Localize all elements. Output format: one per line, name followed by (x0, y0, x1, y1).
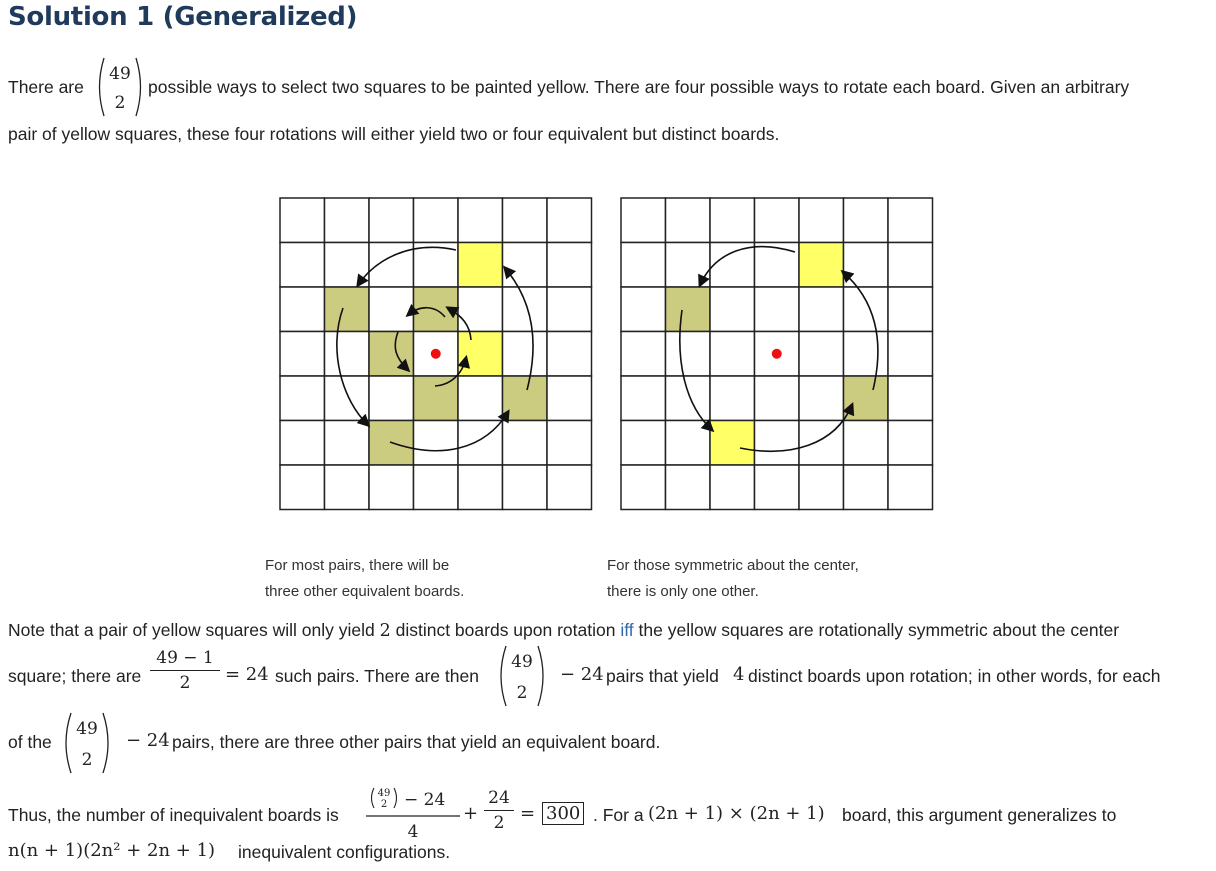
expr-2n1-squared: (2n + 1) × (2n + 1) (648, 803, 825, 824)
plus-sign: + (463, 803, 479, 824)
svg-text:49: 49 (377, 788, 391, 799)
board-cell (621, 376, 666, 421)
board-cell (458, 376, 503, 421)
caption-left-line1: For most pairs, there will be (265, 557, 450, 574)
board-cell (503, 287, 548, 332)
iff-link[interactable]: iff (620, 620, 634, 640)
para1-pre: There are (8, 77, 84, 97)
board-cell (369, 465, 414, 510)
board-cell (280, 198, 325, 243)
board-cell (325, 376, 370, 421)
board-cell (621, 332, 666, 377)
board-cell (547, 421, 592, 466)
board-cell (280, 243, 325, 288)
board-cell (799, 287, 844, 332)
board-cell (547, 198, 592, 243)
binom-49-2 (94, 55, 146, 119)
board-cell (280, 421, 325, 466)
board-cell (666, 243, 711, 288)
svg-text:− 24: − 24 (404, 790, 446, 810)
board-cell (755, 198, 800, 243)
equivalent-cell (503, 376, 548, 421)
svg-text:4: 4 (407, 822, 419, 842)
board-cell (547, 243, 592, 288)
board-cell (280, 332, 325, 377)
board-cell (458, 198, 503, 243)
board-cell (666, 376, 711, 421)
board-cell (710, 287, 755, 332)
board-cell (547, 376, 592, 421)
para1-line2: pair of yellow squares, these four rotations will either yield two or four equivalent but distinct boards. (8, 124, 780, 144)
page-title: Solution 1 (Generalized) (8, 2, 358, 32)
frac-24-over-2: 24 2 (484, 788, 514, 833)
minus-24-b: − 24 (126, 730, 170, 751)
board-cell (280, 465, 325, 510)
board-cell (547, 465, 592, 510)
binom-bottom: 2 (114, 93, 126, 113)
board-cell (844, 287, 889, 332)
caption-right-line1: For those symmetric about the center, (607, 557, 859, 574)
board-cell (666, 421, 711, 466)
board-cell (458, 465, 503, 510)
board-cell (888, 198, 933, 243)
board-cell (844, 332, 889, 377)
board-cell (710, 198, 755, 243)
para2-line3-b: pairs, there are three other pairs that yield an equivalent board. (172, 732, 661, 752)
board-cell (503, 243, 548, 288)
board-cell (503, 198, 548, 243)
board-cell (710, 376, 755, 421)
para2-line2-a: square; there are (8, 666, 142, 686)
yellow-cell (710, 421, 755, 466)
board-cell (414, 421, 459, 466)
board-cell (325, 421, 370, 466)
board-cell (621, 421, 666, 466)
board-cell (547, 332, 592, 377)
board-cell (280, 287, 325, 332)
board-cell (755, 287, 800, 332)
yellow-cell (458, 243, 503, 288)
expr-general: n(n + 1)(2n² + 2n + 1) (8, 840, 216, 861)
board-cell (369, 376, 414, 421)
para3-pre: Thus, the number of inequivalent boards is (8, 805, 339, 825)
board-cell (710, 465, 755, 510)
board-cell (888, 421, 933, 466)
board-cell (280, 376, 325, 421)
binom-top: 49 (109, 64, 131, 84)
binom2-49-2 (495, 643, 549, 714)
board-cell (503, 421, 548, 466)
board-cell (755, 421, 800, 466)
board-cell (844, 198, 889, 243)
board-cell (621, 243, 666, 288)
binom-49-2-graphic (94, 55, 146, 119)
equivalent-cell (414, 376, 459, 421)
board-cell (666, 465, 711, 510)
board-cell (755, 243, 800, 288)
svg-text:2: 2 (516, 683, 528, 703)
minus-24: − 24 (560, 664, 604, 685)
board-cell (414, 198, 459, 243)
para2-line2-d: distinct boards upon rotation; in other words, for each (748, 666, 1161, 686)
board-cell (666, 332, 711, 377)
board-cell (621, 198, 666, 243)
board-cell (325, 332, 370, 377)
svg-text:2: 2 (380, 799, 388, 810)
para2-line3-a: of the (8, 732, 52, 752)
equivalent-cell (844, 376, 889, 421)
board-cell (710, 243, 755, 288)
para3-post: board, this argument generalizes to (842, 805, 1117, 825)
para2-line2-b: such pairs. There are then (275, 666, 479, 686)
para3-mid: . For a (593, 805, 644, 825)
board-cell (888, 243, 933, 288)
board-cell (621, 287, 666, 332)
board-cell (755, 465, 800, 510)
para2-line2-c: pairs that yield (606, 666, 719, 686)
frac-49-1-over-2 (150, 648, 220, 693)
equivalent-cell (325, 287, 370, 332)
board-cell (369, 287, 414, 332)
board-cell (799, 198, 844, 243)
board-cell (666, 198, 711, 243)
board-cell (844, 243, 889, 288)
center-dot (772, 349, 782, 359)
board-cell (888, 287, 933, 332)
board-cell (799, 376, 844, 421)
board-cell (844, 465, 889, 510)
board-cell (325, 465, 370, 510)
svg-text:49: 49 (76, 719, 98, 739)
board-cell (755, 376, 800, 421)
board-cell (503, 332, 548, 377)
board-cell (888, 465, 933, 510)
yellow-cell (458, 332, 503, 377)
equivalent-cell (666, 287, 711, 332)
board-cell (369, 243, 414, 288)
eq-24: = 24 (225, 664, 269, 685)
para1-post: possible ways to select two squares to be painted yellow. There are four possible ways to rotate each board. Given an arbitrary (148, 77, 1130, 97)
equals-sign: = (520, 803, 536, 824)
board-cell (888, 332, 933, 377)
board-left (280, 198, 592, 510)
binom3-49-2 (60, 710, 114, 781)
para2-line1-b: distinct boards upon rotation (395, 620, 616, 640)
center-dot (431, 349, 441, 359)
board-cell (799, 465, 844, 510)
board-cell (503, 465, 548, 510)
board-cell (710, 332, 755, 377)
frac-answer-1 (366, 782, 460, 849)
frac-den: 2 (179, 673, 191, 693)
board-cell (547, 287, 592, 332)
caption-left-line2: three other equivalent boards. (265, 583, 465, 600)
para2-line1-a: Note that a pair of yellow squares will only yield (8, 620, 375, 640)
para3-line2-post: inequivalent configurations. (238, 842, 451, 862)
rotation-figure (270, 190, 950, 520)
board-cell (458, 287, 503, 332)
board-cell (799, 332, 844, 377)
num-4: 4 (733, 664, 745, 685)
board-cell (844, 421, 889, 466)
answer-box: 300 (542, 802, 584, 825)
board-cell (369, 198, 414, 243)
yellow-cell (799, 243, 844, 288)
board-cell (414, 465, 459, 510)
svg-text:2: 2 (81, 750, 93, 770)
frac-num: 49 − 1 (156, 648, 214, 668)
board-cell (325, 198, 370, 243)
board-cell (621, 465, 666, 510)
caption-right-line2: there is only one other. (607, 583, 759, 600)
para2-num-2: 2 (379, 621, 391, 641)
para2-line1 (8, 620, 1119, 641)
para2-line1-c: the yellow squares are rotationally symmetric about the center (638, 620, 1120, 640)
board-cell (888, 376, 933, 421)
svg-text:49: 49 (511, 652, 533, 672)
board-right (621, 198, 933, 510)
